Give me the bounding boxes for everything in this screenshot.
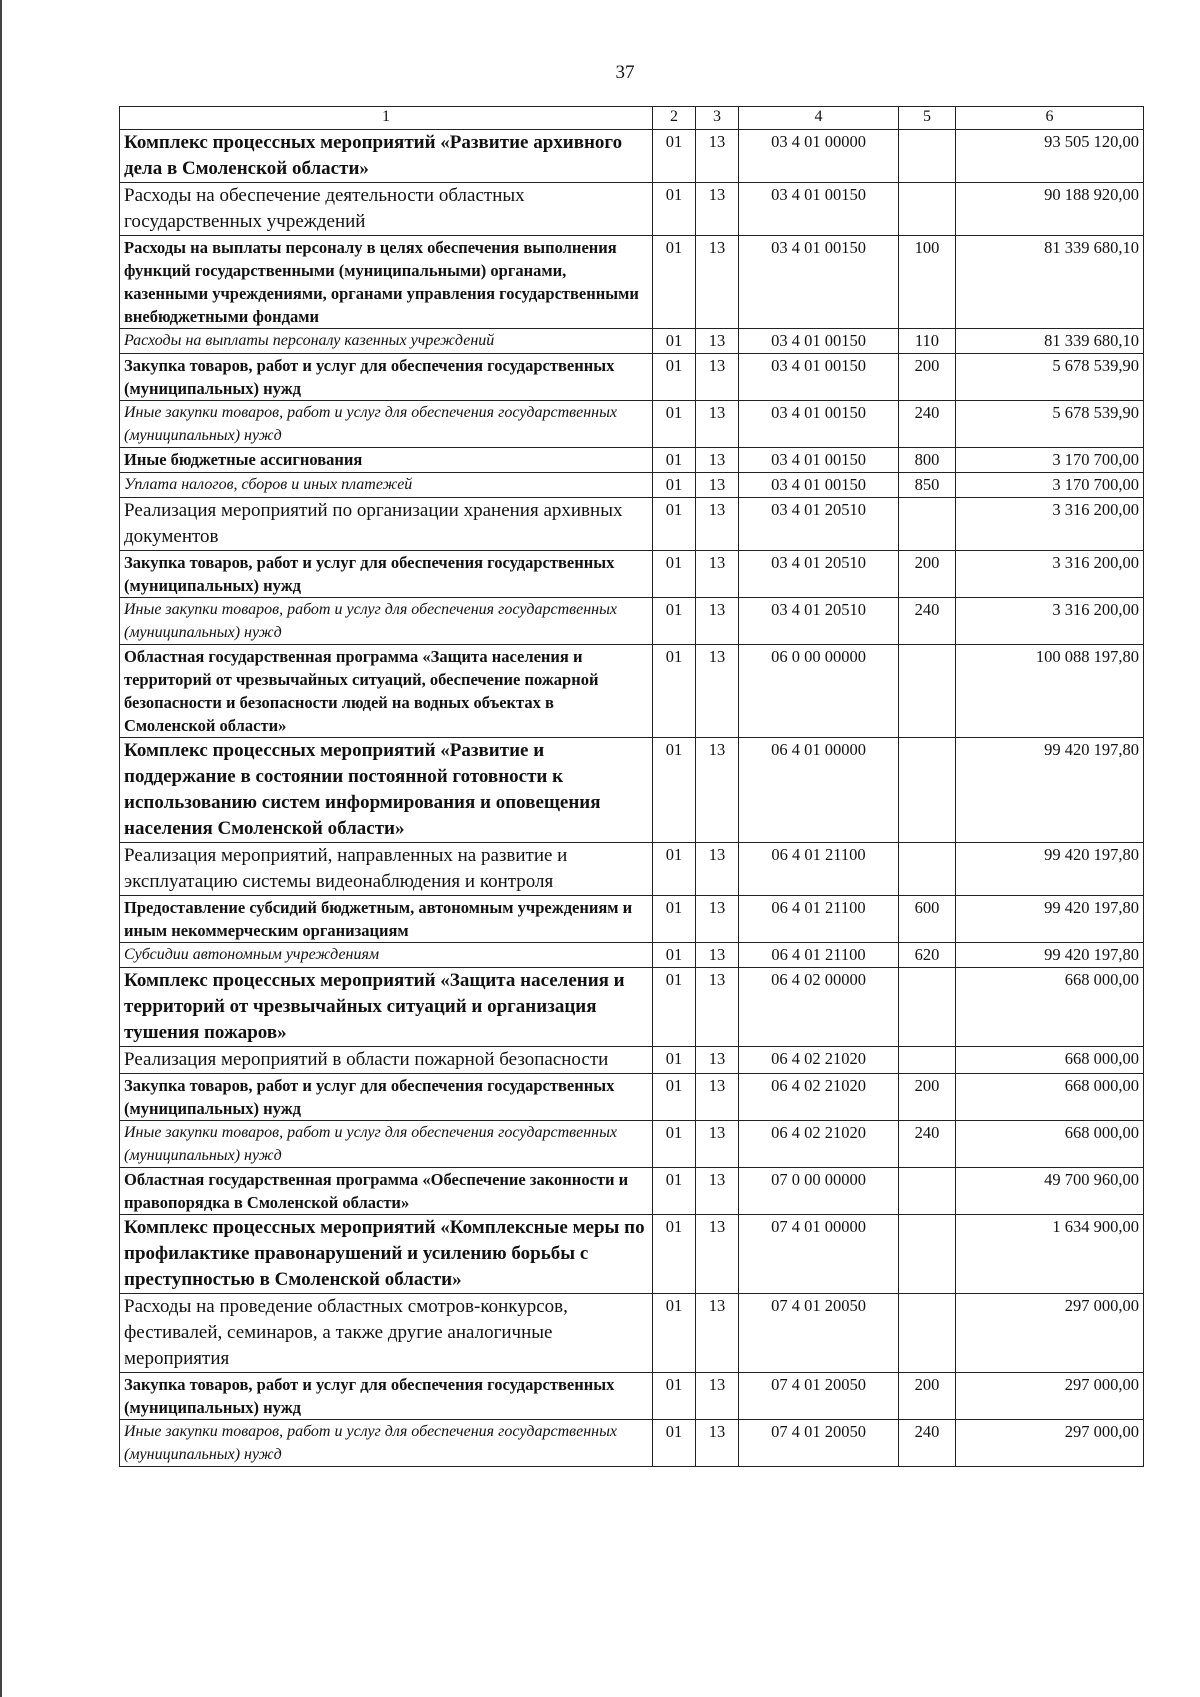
table-row [120, 498, 1144, 551]
section-code-cell: 01 [653, 354, 696, 401]
subsection-code-cell: 13 [696, 1420, 739, 1467]
target-article-cell: 03 4 01 20510 [739, 551, 899, 598]
table-row [120, 236, 1144, 329]
target-article-cell: 06 4 01 21100 [739, 843, 899, 896]
expense-type-cell [899, 130, 956, 183]
amount-cell: 5 678 539,90 [956, 354, 1144, 401]
amount-cell: 3 316 200,00 [956, 551, 1144, 598]
section-code-cell: 01 [653, 183, 696, 236]
subsection-code-cell: 13 [696, 236, 739, 329]
section-code-cell: 01 [653, 1373, 696, 1420]
expense-type-cell [899, 645, 956, 738]
amount-cell: 3 170 700,00 [956, 448, 1144, 473]
row-name-cell: Расходы на обеспечение деятельности областных государственных учреждений [120, 183, 653, 236]
section-code-cell: 01 [653, 943, 696, 968]
amount-cell: 90 188 920,00 [956, 183, 1144, 236]
amount-cell: 668 000,00 [956, 1121, 1144, 1168]
row-name-cell: Расходы на проведение областных смотров-конкурсов, фестивалей, семинаров, а также другие аналогичные мероприятия [120, 1294, 653, 1373]
subsection-code-cell: 13 [696, 738, 739, 843]
section-code-cell: 01 [653, 843, 696, 896]
subsection-code-cell: 13 [696, 1294, 739, 1373]
subsection-code-cell: 13 [696, 843, 739, 896]
table-row [120, 1074, 1144, 1121]
row-name-cell: Закупка товаров, работ и услуг для обеспечения государственных (муниципальных) нужд [120, 551, 653, 598]
target-article-cell: 06 4 01 21100 [739, 943, 899, 968]
amount-cell: 49 700 960,00 [956, 1168, 1144, 1215]
section-code-cell: 01 [653, 598, 696, 645]
section-code-cell: 01 [653, 1047, 696, 1074]
expense-type-cell [899, 1168, 956, 1215]
subsection-code-cell: 13 [696, 1074, 739, 1121]
column-header: 1 [120, 107, 653, 130]
row-name-cell: Расходы на выплаты персоналу казенных учреждений [120, 329, 653, 354]
column-header: 2 [653, 107, 696, 130]
subsection-code-cell: 13 [696, 448, 739, 473]
expense-type-cell [899, 1294, 956, 1373]
table-body [120, 130, 1144, 1467]
target-article-cell: 03 4 01 20510 [739, 598, 899, 645]
section-code-cell: 01 [653, 329, 696, 354]
subsection-code-cell: 13 [696, 943, 739, 968]
expense-type-cell: 600 [899, 896, 956, 943]
section-code-cell: 01 [653, 1168, 696, 1215]
table-row [120, 738, 1144, 843]
expense-type-cell: 240 [899, 1121, 956, 1168]
expense-type-cell [899, 738, 956, 843]
amount-cell: 5 678 539,90 [956, 401, 1144, 448]
section-code-cell: 01 [653, 1420, 696, 1467]
row-name-cell: Реализация мероприятий в области пожарной безопасности [120, 1047, 653, 1074]
subsection-code-cell: 13 [696, 1373, 739, 1420]
budget-table [119, 106, 1144, 1467]
subsection-code-cell: 13 [696, 1215, 739, 1294]
section-code-cell: 01 [653, 130, 696, 183]
target-article-cell: 07 4 01 20050 [739, 1294, 899, 1373]
amount-cell: 3 170 700,00 [956, 473, 1144, 498]
target-article-cell: 07 0 00 00000 [739, 1168, 899, 1215]
table-row [120, 551, 1144, 598]
row-name-cell: Закупка товаров, работ и услуг для обеспечения государственных (муниципальных) нужд [120, 1373, 653, 1420]
section-code-cell: 01 [653, 968, 696, 1047]
expense-type-cell: 200 [899, 354, 956, 401]
target-article-cell: 06 4 02 00000 [739, 968, 899, 1047]
target-article-cell: 06 4 02 21020 [739, 1074, 899, 1121]
amount-cell: 3 316 200,00 [956, 598, 1144, 645]
column-header: 4 [739, 107, 899, 130]
amount-cell: 93 505 120,00 [956, 130, 1144, 183]
column-header: 5 [899, 107, 956, 130]
amount-cell: 668 000,00 [956, 968, 1144, 1047]
target-article-cell: 07 4 01 20050 [739, 1420, 899, 1467]
subsection-code-cell: 13 [696, 896, 739, 943]
table-row [120, 1047, 1144, 1074]
expense-type-cell: 850 [899, 473, 956, 498]
expense-type-cell [899, 968, 956, 1047]
row-name-cell: Областная государственная программа «Обеспечение законности и правопорядка в Смоленской области» [120, 1168, 653, 1215]
subsection-code-cell: 13 [696, 551, 739, 598]
row-name-cell: Областная государственная программа «Защита населения и территорий от чрезвычайных ситуаций, обеспечение пожарной безопасности и безопасности людей на водных объектах в Смоленской области» [120, 645, 653, 738]
row-name-cell: Иные закупки товаров, работ и услуг для обеспечения государственных (муниципальных) нужд [120, 401, 653, 448]
subsection-code-cell: 13 [696, 183, 739, 236]
table-row [120, 943, 1144, 968]
expense-type-cell [899, 183, 956, 236]
target-article-cell: 06 0 00 00000 [739, 645, 899, 738]
expense-type-cell: 200 [899, 551, 956, 598]
section-code-cell: 01 [653, 448, 696, 473]
target-article-cell: 07 4 01 00000 [739, 1215, 899, 1294]
subsection-code-cell: 13 [696, 401, 739, 448]
amount-cell: 99 420 197,80 [956, 738, 1144, 843]
table-row [120, 1121, 1144, 1168]
table-row [120, 1420, 1144, 1467]
target-article-cell: 03 4 01 00150 [739, 448, 899, 473]
section-code-cell: 01 [653, 401, 696, 448]
target-article-cell: 03 4 01 00150 [739, 236, 899, 329]
section-code-cell: 01 [653, 1121, 696, 1168]
row-name-cell: Расходы на выплаты персоналу в целях обеспечения выполнения функций государственными (муниципальными) органами, казенными учреждениями, органами управления государственными внебюджетными фондами [120, 236, 653, 329]
expense-type-cell: 100 [899, 236, 956, 329]
target-article-cell: 06 4 01 00000 [739, 738, 899, 843]
column-header: 3 [696, 107, 739, 130]
section-code-cell: 01 [653, 896, 696, 943]
amount-cell: 1 634 900,00 [956, 1215, 1144, 1294]
expense-type-cell [899, 1215, 956, 1294]
subsection-code-cell: 13 [696, 498, 739, 551]
section-code-cell: 01 [653, 473, 696, 498]
target-article-cell: 03 4 01 20510 [739, 498, 899, 551]
row-name-cell: Комплекс процессных мероприятий «Защита населения и территорий от чрезвычайных ситуаций и организация тушения пожаров» [120, 968, 653, 1047]
row-name-cell: Комплекс процессных мероприятий «Развитие архивного дела в Смоленской области» [120, 130, 653, 183]
row-name-cell: Предоставление субсидий бюджетным, автономным учреждениям и иным некоммерческим организациям [120, 896, 653, 943]
subsection-code-cell: 13 [696, 329, 739, 354]
section-code-cell: 01 [653, 738, 696, 843]
amount-cell: 3 316 200,00 [956, 498, 1144, 551]
table-row [120, 1215, 1144, 1294]
expense-type-cell: 200 [899, 1373, 956, 1420]
table-row [120, 598, 1144, 645]
expense-type-cell: 240 [899, 401, 956, 448]
table-row [120, 329, 1144, 354]
row-name-cell: Комплекс процессных мероприятий «Развитие и поддержание в состоянии постоянной готовности к использованию систем информирования и оповещения населения Смоленской области» [120, 738, 653, 843]
expense-type-cell [899, 498, 956, 551]
section-code-cell: 01 [653, 498, 696, 551]
subsection-code-cell: 13 [696, 130, 739, 183]
expense-type-cell: 240 [899, 1420, 956, 1467]
amount-cell: 99 420 197,80 [956, 843, 1144, 896]
expense-type-cell: 800 [899, 448, 956, 473]
target-article-cell: 03 4 01 00000 [739, 130, 899, 183]
amount-cell: 668 000,00 [956, 1047, 1144, 1074]
amount-cell: 81 339 680,10 [956, 329, 1144, 354]
row-name-cell: Иные бюджетные ассигнования [120, 448, 653, 473]
row-name-cell: Иные закупки товаров, работ и услуг для обеспечения государственных (муниципальных) нужд [120, 598, 653, 645]
table-row [120, 645, 1144, 738]
target-article-cell: 03 4 01 00150 [739, 354, 899, 401]
row-name-cell: Уплата налогов, сборов и иных платежей [120, 473, 653, 498]
subsection-code-cell: 13 [696, 1121, 739, 1168]
subsection-code-cell: 13 [696, 473, 739, 498]
column-header: 6 [956, 107, 1144, 130]
section-code-cell: 01 [653, 1074, 696, 1121]
subsection-code-cell: 13 [696, 645, 739, 738]
row-name-cell: Реализация мероприятий по организации хранения архивных документов [120, 498, 653, 551]
expense-type-cell: 110 [899, 329, 956, 354]
amount-cell: 99 420 197,80 [956, 943, 1144, 968]
row-name-cell: Реализация мероприятий, направленных на развитие и эксплуатацию системы видеонаблюдения и контроля [120, 843, 653, 896]
amount-cell: 297 000,00 [956, 1294, 1144, 1373]
table-row [120, 401, 1144, 448]
row-name-cell: Субсидии автономным учреждениям [120, 943, 653, 968]
amount-cell: 100 088 197,80 [956, 645, 1144, 738]
amount-cell: 668 000,00 [956, 1074, 1144, 1121]
subsection-code-cell: 13 [696, 968, 739, 1047]
table-row [120, 1373, 1144, 1420]
target-article-cell: 06 4 01 21100 [739, 896, 899, 943]
page-number: 37 [615, 62, 635, 83]
scan-edge-line [0, 0, 2, 1697]
table-row [120, 473, 1144, 498]
amount-cell: 297 000,00 [956, 1373, 1144, 1420]
row-name-cell: Закупка товаров, работ и услуг для обеспечения государственных (муниципальных) нужд [120, 354, 653, 401]
amount-cell: 99 420 197,80 [956, 896, 1144, 943]
section-code-cell: 01 [653, 1294, 696, 1373]
table-row [120, 354, 1144, 401]
expense-type-cell [899, 843, 956, 896]
expense-type-cell: 200 [899, 1074, 956, 1121]
subsection-code-cell: 13 [696, 598, 739, 645]
table-row [120, 896, 1144, 943]
table-header-row [120, 107, 1144, 130]
section-code-cell: 01 [653, 551, 696, 598]
amount-cell: 297 000,00 [956, 1420, 1144, 1467]
table-row [120, 130, 1144, 183]
target-article-cell: 03 4 01 00150 [739, 473, 899, 498]
table-row [120, 448, 1144, 473]
table-row [120, 843, 1144, 896]
expense-type-cell: 240 [899, 598, 956, 645]
target-article-cell: 07 4 01 20050 [739, 1373, 899, 1420]
section-code-cell: 01 [653, 236, 696, 329]
subsection-code-cell: 13 [696, 1047, 739, 1074]
table-row [120, 968, 1144, 1047]
table-row [120, 1168, 1144, 1215]
row-name-cell: Комплекс процессных мероприятий «Комплексные меры по профилактике правонарушений и усилению борьбы с преступностью в Смоленской области» [120, 1215, 653, 1294]
target-article-cell: 03 4 01 00150 [739, 401, 899, 448]
row-name-cell: Иные закупки товаров, работ и услуг для обеспечения государственных (муниципальных) нужд [120, 1121, 653, 1168]
row-name-cell: Закупка товаров, работ и услуг для обеспечения государственных (муниципальных) нужд [120, 1074, 653, 1121]
target-article-cell: 03 4 01 00150 [739, 183, 899, 236]
expense-type-cell [899, 1047, 956, 1074]
row-name-cell: Иные закупки товаров, работ и услуг для обеспечения государственных (муниципальных) нужд [120, 1420, 653, 1467]
expense-type-cell: 620 [899, 943, 956, 968]
target-article-cell: 03 4 01 00150 [739, 329, 899, 354]
section-code-cell: 01 [653, 645, 696, 738]
table-row [120, 183, 1144, 236]
subsection-code-cell: 13 [696, 1168, 739, 1215]
section-code-cell: 01 [653, 1215, 696, 1294]
subsection-code-cell: 13 [696, 354, 739, 401]
target-article-cell: 06 4 02 21020 [739, 1121, 899, 1168]
table-row [120, 1294, 1144, 1373]
target-article-cell: 06 4 02 21020 [739, 1047, 899, 1074]
amount-cell: 81 339 680,10 [956, 236, 1144, 329]
